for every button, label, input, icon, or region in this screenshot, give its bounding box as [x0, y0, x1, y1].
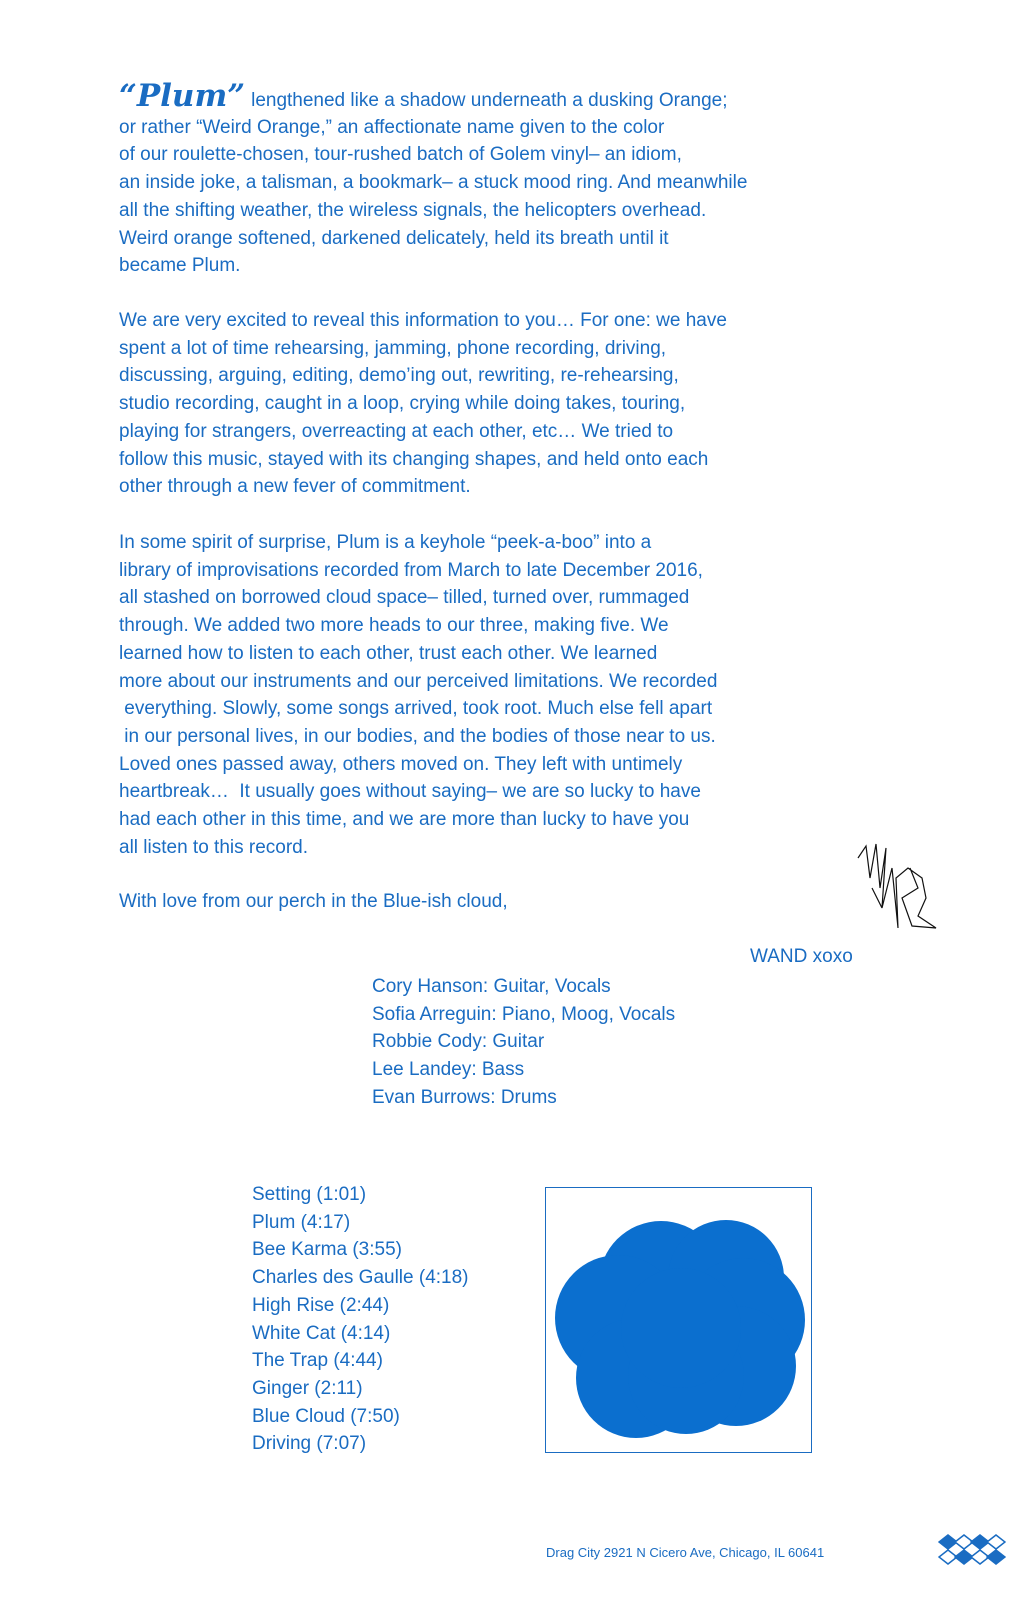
signoff: WAND xoxo: [750, 946, 853, 967]
paragraph-line: [119, 644, 657, 664]
footer-address: Drag City 2921 N Cicero Ave, Chicago, IL 60641: [546, 1545, 825, 1560]
track-item: Bee Karma (3:55): [252, 1239, 402, 1261]
line-text: We are very excited to reveal this information to you… For one: we have: [119, 310, 727, 331]
paragraph-line: [119, 533, 651, 553]
track-item: The Trap (4:44): [252, 1350, 383, 1372]
member-item: Evan Burrows: Drums: [372, 1086, 557, 1108]
line-text: learned how to listen to each other, trust each other. We learned: [119, 642, 658, 664]
track-item: Plum (4:17): [252, 1211, 351, 1233]
line-text: through. We added two more heads to our three, making five. We: [119, 615, 669, 637]
line-text: an inside joke, a talisman, a bookmark– a stuck mood ring. And meanwhile: [119, 172, 748, 194]
member-item: Robbie Cody: Guitar: [372, 1031, 545, 1053]
paragraph-line: [119, 256, 240, 276]
line-text: follow this music, stayed with its changing shapes, and held onto each: [119, 448, 709, 470]
line-text: spent a lot of time rehearsing, jamming, phone recording, driving,: [119, 337, 667, 359]
paragraph-line: [119, 755, 682, 775]
line-text: library of improvisations recorded from March to late December 2016,: [119, 559, 703, 581]
track-item: Driving (7:07): [252, 1433, 367, 1455]
line-text: playing for strangers, overreacting at each other, etc… We tried to: [119, 420, 674, 442]
line-text: lengthened like a shadow underneath a dusking Orange;: [251, 90, 728, 111]
paragraph-line: [119, 229, 669, 249]
cloud-icon: [546, 1188, 811, 1452]
line-text: heartbreak… It usually goes without saying– we are so lucky to have: [119, 781, 701, 803]
line-text: all stashed on borrowed cloud space– tilled, turned over, rummaged: [119, 587, 690, 609]
paragraph-line: [119, 838, 308, 858]
line-text: everything. Slowly, some songs arrived, took root. Much else fell apart: [119, 698, 713, 720]
paragraph-line: [119, 394, 685, 414]
signature: [852, 838, 944, 938]
paragraph-line: [119, 727, 716, 747]
line-text: became Plum.: [119, 255, 241, 277]
paragraph-line: [119, 118, 664, 138]
paragraph-line: [119, 561, 703, 581]
track-item: Charles des Gaulle (4:18): [252, 1267, 469, 1289]
track-item: Blue Cloud (7:50): [252, 1405, 400, 1427]
paragraph-line: [119, 810, 689, 830]
closing: With love from our perch in the Blue-ish cloud,: [119, 891, 508, 912]
line-text: or rather “Weird Orange,” an affectionate name given to the color: [119, 116, 665, 138]
paragraph-line: [119, 450, 708, 470]
line-text: all listen to this record.: [119, 836, 309, 858]
track-item: Setting (1:01): [252, 1184, 367, 1205]
member-item: Sofia Arreguin: Piano, Moog, Vocals: [372, 1003, 676, 1025]
paragraph-line: [119, 145, 682, 165]
paragraph-line: [119, 699, 712, 719]
line-text: Loved ones passed away, others moved on. They left with untimely: [119, 753, 683, 775]
paragraph-line: [119, 311, 727, 331]
line-text: of our roulette-chosen, tour-rushed batch of Golem vinyl– an idiom,: [119, 144, 682, 166]
paragraph-line: [119, 339, 666, 359]
paragraph-line: [119, 201, 706, 221]
line-text: studio recording, caught in a loop, crying while doing takes, touring,: [119, 393, 686, 415]
line-text: Weird orange softened, darkened delicately, held its breath until it: [119, 227, 669, 249]
line-text: other through a new fever of commitment.: [119, 476, 471, 498]
track-item: Ginger (2:11): [252, 1377, 363, 1399]
paragraph-line: [119, 173, 747, 193]
title: “Plum”: [119, 78, 246, 114]
line-text: more about our instruments and our perceived limitations. We recorded: [119, 670, 718, 692]
line-text: In some spirit of surprise, Plum is a keyhole “peek-a-boo” into a: [119, 532, 652, 553]
line-text: had each other in this time, and we are more than lucky to have you: [119, 809, 690, 830]
track-item: High Rise (2:44): [252, 1294, 390, 1316]
member-item: Cory Hanson: Guitar, Vocals: [372, 976, 611, 997]
cover-art: [545, 1187, 812, 1453]
paragraph-line: [119, 422, 673, 442]
paragraph-line: [119, 366, 679, 386]
paragraph-line: [119, 672, 717, 692]
line-text: in our personal lives, in our bodies, and the bodies of those near to us.: [119, 725, 716, 747]
drag-city-logo: [938, 1534, 1006, 1566]
track-item: White Cat (4:14): [252, 1322, 391, 1344]
line-text: all the shifting weather, the wireless signals, the helicopters overhead.: [119, 199, 707, 221]
paragraph-line: [119, 78, 728, 119]
paragraph-line: [119, 588, 689, 608]
paragraph-line: [119, 477, 471, 497]
line-text: discussing, arguing, editing, demo’ing out, rewriting, re-rehearsing,: [119, 365, 679, 387]
member-item: Lee Landey: Bass: [372, 1059, 525, 1081]
paragraph-line: [119, 616, 669, 636]
paragraph-line: [119, 782, 701, 802]
